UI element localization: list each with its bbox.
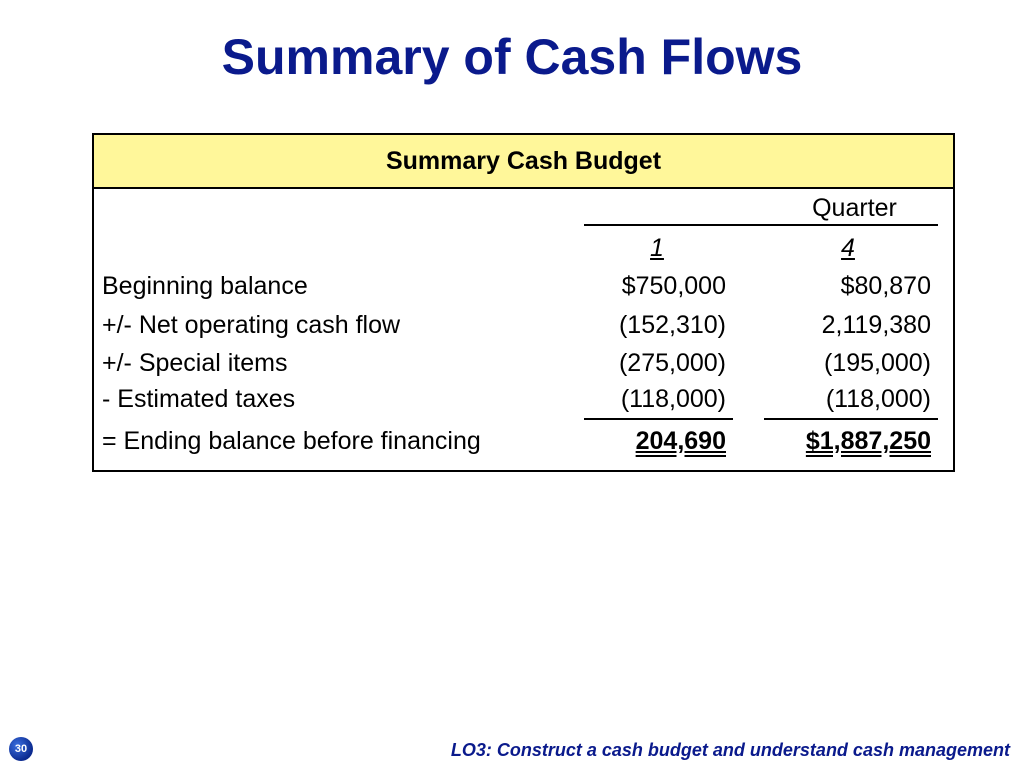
slide-title: Summary of Cash Flows bbox=[221, 29, 803, 85]
cell-beginning-balance-q1: $750,000 bbox=[621, 272, 726, 300]
cell-estimated-taxes-q4: (118,000) bbox=[825, 385, 931, 413]
row-label-special-items: +/- Special items bbox=[102, 349, 288, 377]
page-number-badge: 30 bbox=[9, 737, 33, 761]
summary-cash-budget-table bbox=[92, 133, 955, 472]
cell-beginning-balance-q4: $80,870 bbox=[840, 272, 931, 300]
cell-net-operating-cash-flow-q4: 2,119,380 bbox=[821, 311, 931, 339]
column-header-q1: 1 bbox=[650, 234, 664, 262]
cell-special-items-q1: (275,000) bbox=[618, 349, 726, 377]
cell-special-items-q4: (195,000) bbox=[823, 349, 931, 377]
cell-net-operating-cash-flow-q1: (152,310) bbox=[618, 311, 726, 339]
subtotal-rule-q1 bbox=[584, 418, 733, 420]
table-header: Summary Cash Budget bbox=[94, 135, 953, 189]
row-label-ending-balance: = Ending balance before financing bbox=[102, 427, 481, 455]
column-header-q4: 4 bbox=[841, 234, 855, 262]
cell-estimated-taxes-q1: (118,000) bbox=[620, 385, 726, 413]
subtotal-rule-q4 bbox=[764, 418, 938, 420]
cell-ending-balance-q4: $1,887,250 bbox=[805, 427, 931, 455]
row-label-estimated-taxes: - Estimated taxes bbox=[102, 385, 296, 413]
row-label-beginning-balance: Beginning balance bbox=[102, 272, 308, 300]
learning-objective-footer: LO3: Construct a cash budget and understand cash management bbox=[450, 740, 1010, 760]
cell-ending-balance-q1: 204,690 bbox=[635, 427, 726, 455]
row-label-net-operating-cash-flow: +/- Net operating cash flow bbox=[102, 311, 401, 339]
quarter-group-label: Quarter bbox=[812, 194, 897, 222]
quarter-rule bbox=[584, 224, 938, 226]
